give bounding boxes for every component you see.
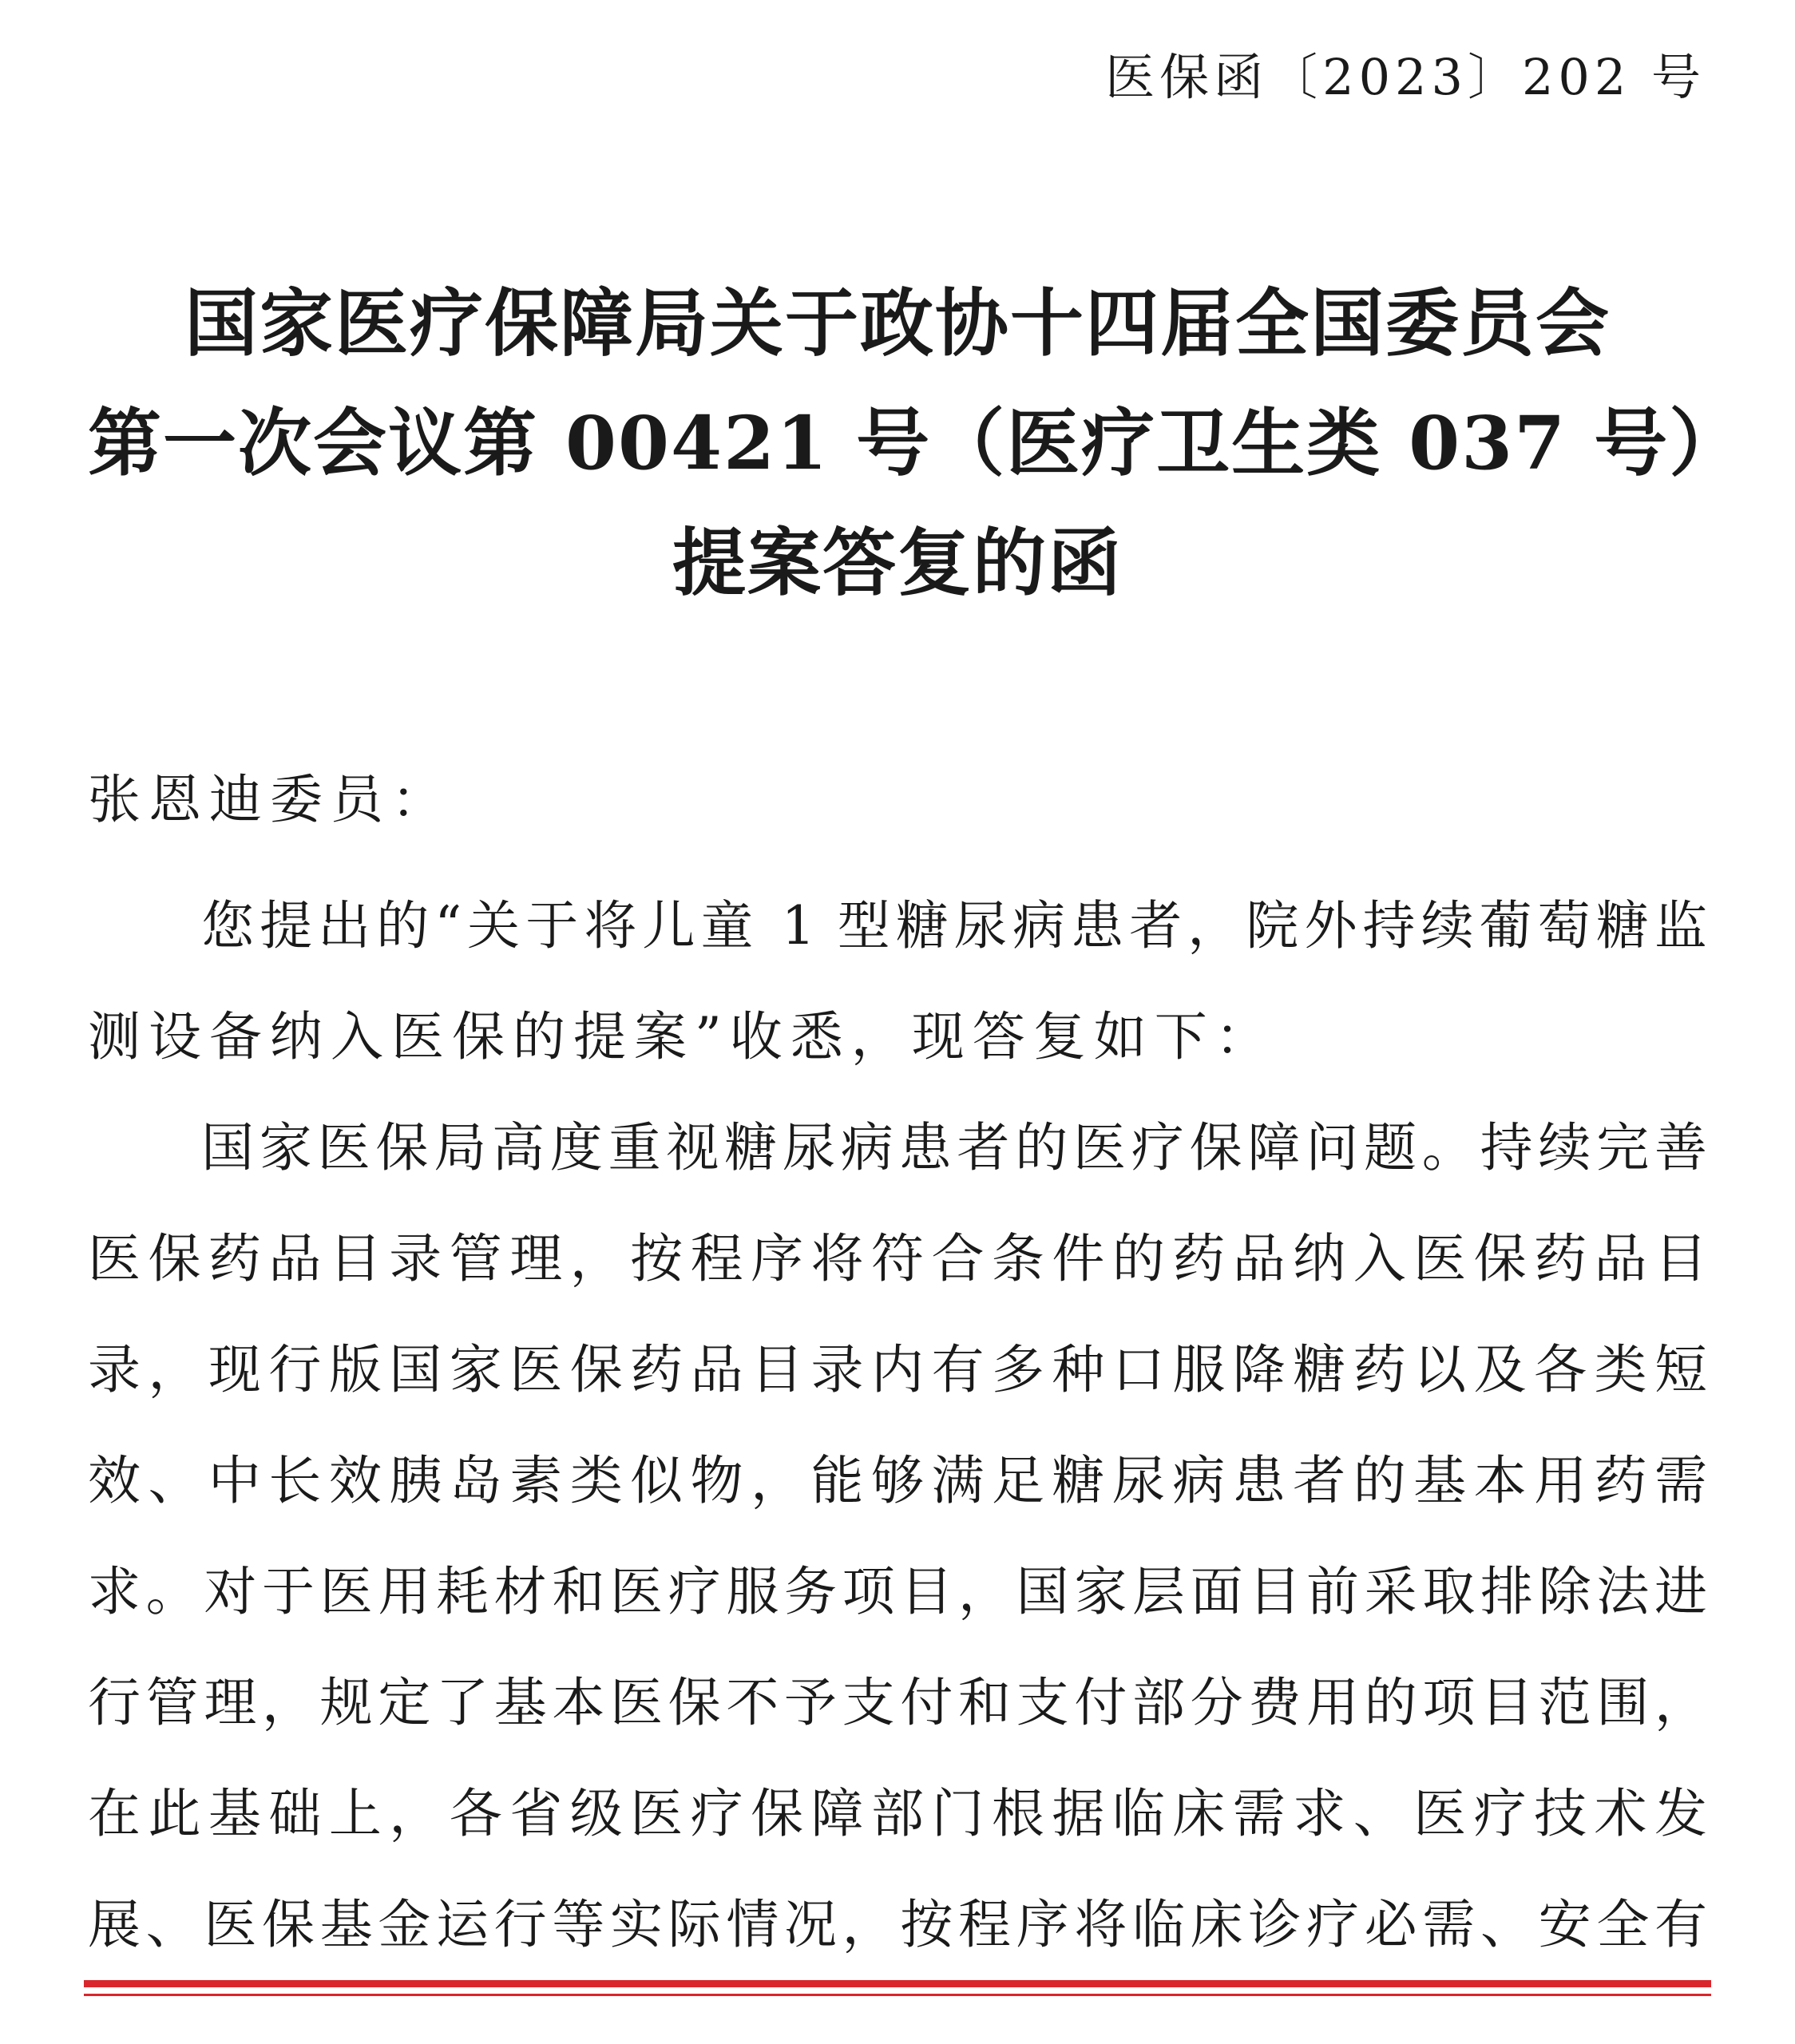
title-line-2: 第一次会议第 00421 号（医疗卫生类 037 号） — [88, 400, 1745, 486]
footer-red-rule — [84, 1980, 1711, 2001]
body-line-6: 效、中长效胰岛素类似物，能够满足糖尿病患者的基本用药需 — [88, 1450, 1707, 1511]
body-line-10: 展、医保基金运行等实际情况，按程序将临床诊疗必需、安全有 — [88, 1894, 1707, 1955]
body-line-2: 测设备纳入医保的提案”收悉，现答复如下： — [88, 1006, 1276, 1068]
body-line-9: 在此基础上，各省级医疗保障部门根据临床需求、医疗技术发 — [88, 1783, 1707, 1844]
footer-rule-thick — [84, 1980, 1711, 1987]
body-text — [88, 870, 1707, 1980]
body-line-4: 医保药品目录管理，按程序将符合条件的药品纳入医保药品目 — [88, 1228, 1707, 1289]
body-line-8: 行管理，规定了基本医保不予支付和支付部分费用的项目范围， — [88, 1672, 1707, 1733]
document-number: 医保函〔2023〕202 号 — [1105, 48, 1706, 106]
body-line-3: 国家医保局高度重视糖尿病患者的医疗保障问题。持续完善 — [201, 1117, 1707, 1178]
body-line-7: 求。对于医用耗材和医疗服务项目，国家层面目前采取排除法进 — [88, 1561, 1707, 1622]
body-line-5: 录，现行版国家医保药品目录内有多种口服降糖药以及各类短 — [88, 1339, 1707, 1400]
salutation: 张恩迪委员： — [88, 769, 452, 830]
body-line-1: 您提出的“关于将儿童 1 型糖尿病患者，院外持续葡萄糖监 — [201, 895, 1707, 957]
footer-rule-thin — [84, 1994, 1711, 1996]
document-title — [88, 263, 1745, 623]
title-line-1: 国家医疗保障局关于政协十四届全国委员会 — [184, 280, 1611, 366]
title-line-3: 提案答复的函 — [672, 520, 1123, 606]
